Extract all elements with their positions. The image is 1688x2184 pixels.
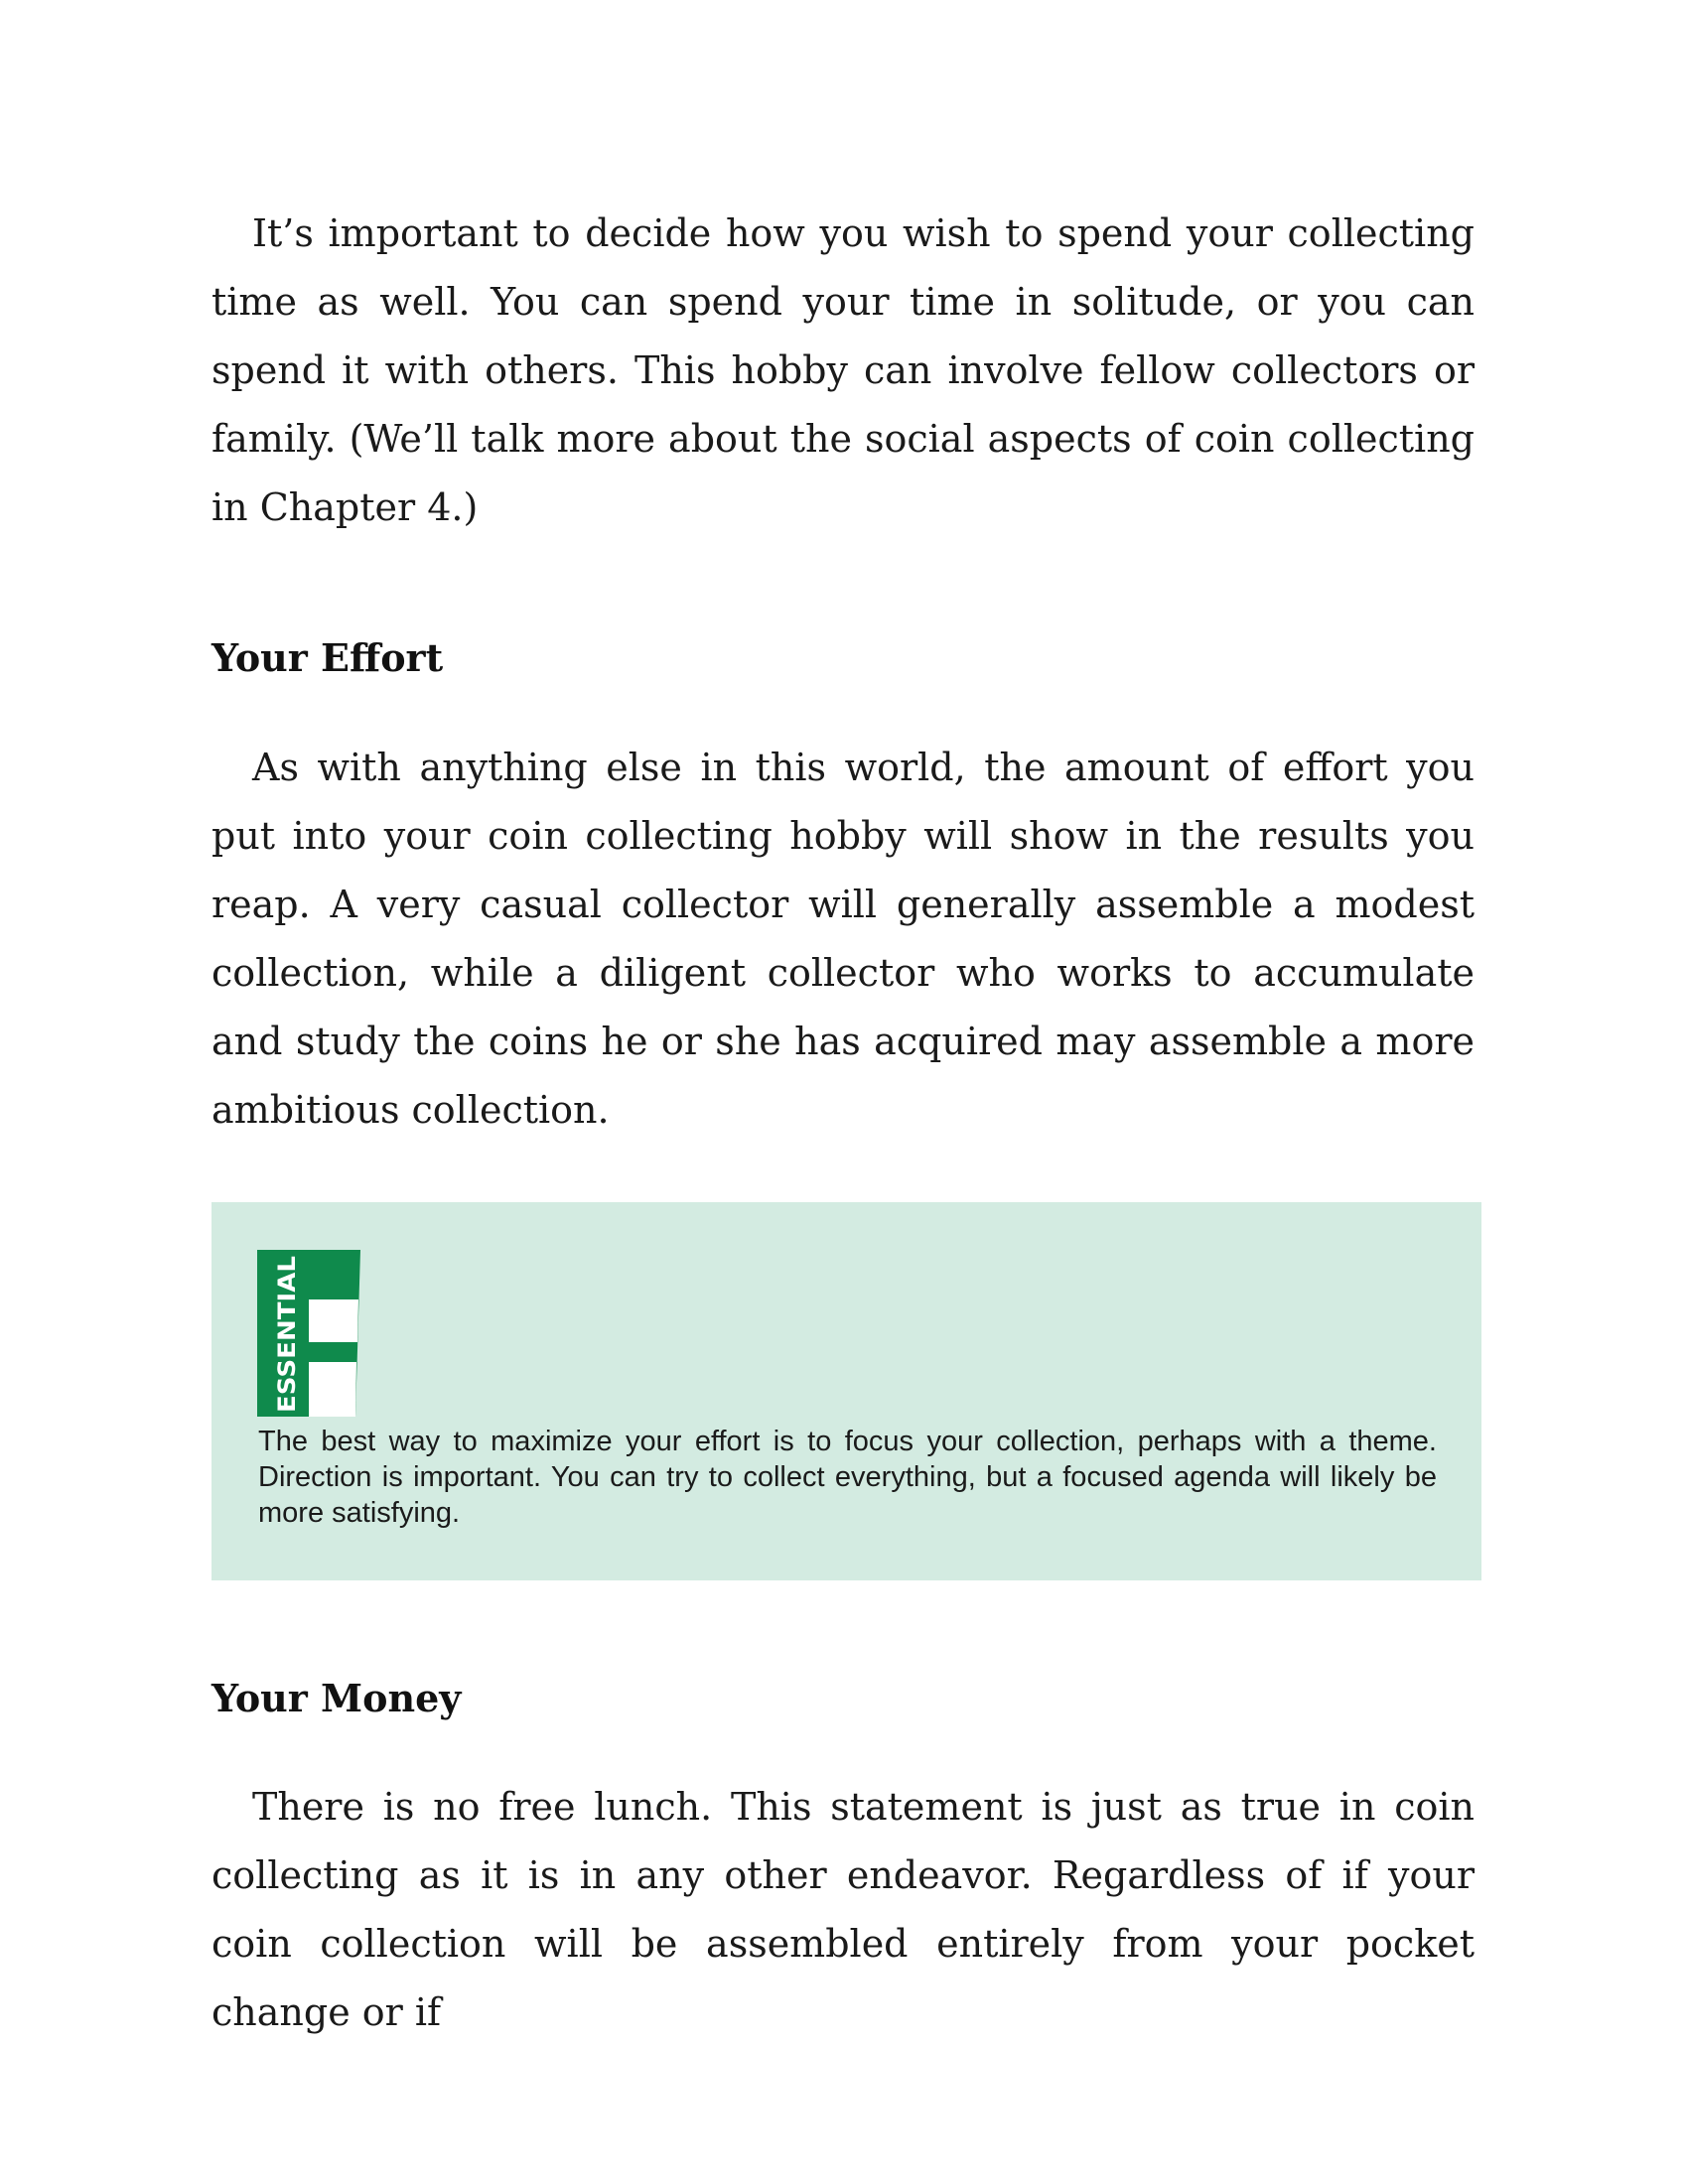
heading-your-money: Your Money: [211, 1676, 462, 1720]
essential-e-icon: [257, 1250, 360, 1417]
heading-your-effort: Your Effort: [211, 635, 444, 680]
essential-callout-box: [211, 1202, 1481, 1580]
callout-text: The best way to maximize your effort is to focus your collection, perhaps with a theme. Direction is important. You can try to collect everything, but a focused agenda will likely be more satisfying.: [258, 1426, 1437, 1529]
paragraph-collecting-time: It’s important to decide how you wish to spend your collecting time as well. You can spend your time in solitude, or you can spend it with others. This hobby can involve fellow collectors or family. (We’ll talk more about the social aspects of coin collecting in Chapter 4.): [211, 211, 1475, 529]
essential-badge-label: ESSENTIAL: [273, 1268, 301, 1413]
paragraph-money: There is no free lunch. This statement is just as true in coin collecting as it is in any other endeavor. Regardless of if your coin collection will be assembled entirely from your pocket change or if: [211, 1785, 1475, 2034]
paragraph-effort: As with anything else in this world, the amount of effort you put into your coin collecting hobby will show in the results you reap. A very casual collector will generally assemble a modest collection, while a diligent collector who works to accumulate and study the coins he or she has acquired may assemble a more ambitious collection.: [211, 746, 1475, 1132]
